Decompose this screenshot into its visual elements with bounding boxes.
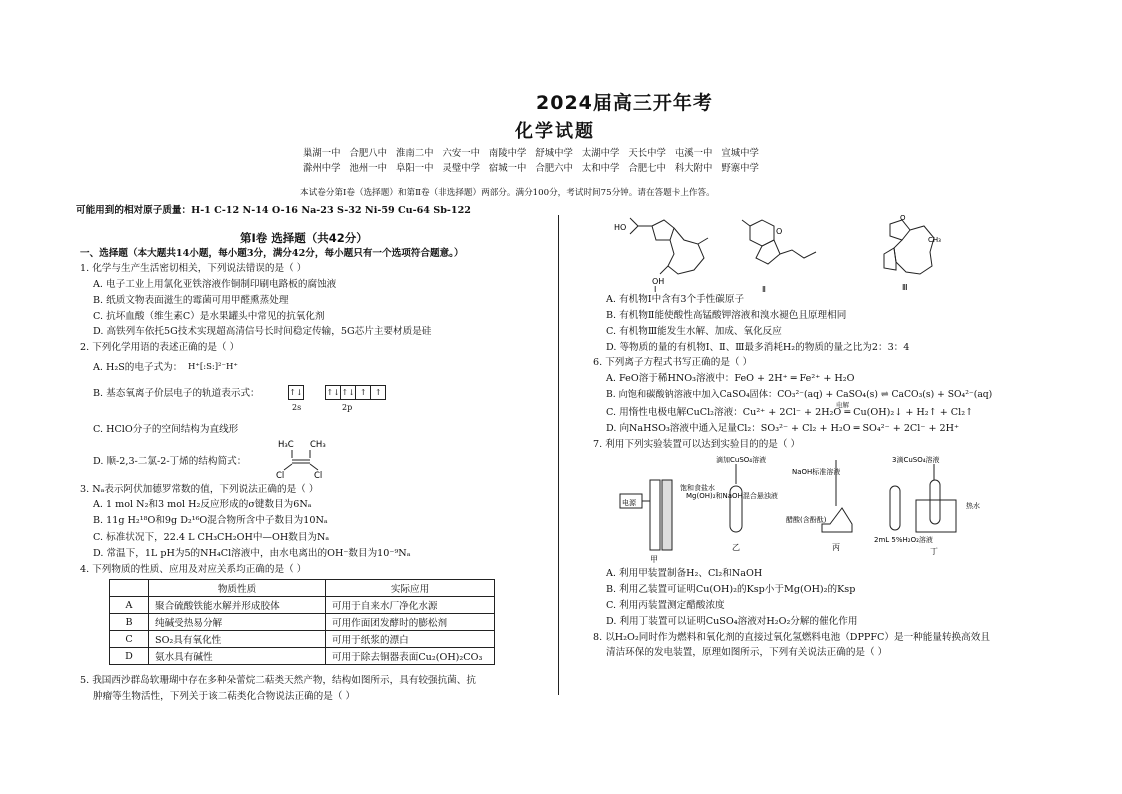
- section-title: 第Ⅰ卷 选择题（共42分）: [240, 231, 368, 245]
- exam-title: 2024届高三开年考: [536, 92, 713, 114]
- q4-table: [109, 579, 495, 665]
- q7-option-c: C. 利用丙装置测定醋酸浓度: [606, 600, 725, 611]
- compound-label-2: Ⅱ: [762, 285, 766, 292]
- q4-row-d-application: 可用于除去铜器表面Cu₂(OH)₂CO₃: [326, 648, 495, 665]
- q5-stem-2: 肿瘤等生物活性，下列关于该二萜类化合物说法正确的是（ ）: [93, 691, 356, 702]
- orbital-2s-label: 2s: [292, 403, 302, 412]
- experiment-apparatus: [612, 450, 1042, 565]
- ding-water-label: 热水: [966, 502, 980, 510]
- compound-structures-1-2: [612, 212, 822, 292]
- q4-row-c-property: SO₂具有氧化性: [149, 631, 326, 648]
- q2-option-d: D. 顺-2,3-二氯-2-丁烯的结构简式：: [93, 456, 247, 467]
- bing-reagent-label: NaOH标准溶液: [792, 468, 841, 476]
- q5-stem: 5. 我国西沙群岛软珊瑚中存在多种朵蕾烷二萜类天然产物，结构如图所示，具有较强抗菌、抗: [80, 675, 476, 686]
- q5-option-d: D. 等物质的量的有机物Ⅰ、Ⅱ、Ⅲ最多消耗H₂的物质的量之比为2：3：4: [606, 342, 910, 353]
- subject-title: 化学试题: [515, 121, 595, 142]
- h2s-electron-formula: H⁺[:S:]²⁻H⁺: [188, 362, 238, 372]
- q2-option-c: C. HClO分子的空间结构为直线形: [93, 424, 239, 435]
- bing-flask-label: 醋酸(含酚酞): [786, 516, 827, 524]
- q1-option-a: A. 电子工业上用氯化亚铁溶液作铜制印刷电路板的腐蚀液: [93, 279, 337, 290]
- q4-header-property: 物质性质: [149, 580, 326, 597]
- q8-stem: 8. 以H₂O₂同时作为燃料和氧化剂的直接过氧化氢燃料电池（DPPFC）是一种能量转换高效且: [593, 632, 990, 643]
- q2-option-b: B. 基态氧离子价层电子的轨道表示式：: [93, 388, 260, 399]
- apparatus-yi-label: 乙: [732, 543, 740, 552]
- q6-option-a: A. FeO溶于稀HNO₃溶液中：FeO + 2H⁺ ═ Fe²⁺ + H₂O: [606, 373, 855, 384]
- q2-option-a: A. H₂S的电子式为：: [93, 362, 183, 373]
- table-row: [110, 597, 495, 614]
- q4-row-b-label: B: [110, 614, 149, 631]
- compound-label-1: Ⅰ: [654, 285, 657, 292]
- q1-option-d: D. 高铁列车依托5G技术实现超高清信号长时间稳定传输，5G芯片主要材质是硅: [93, 326, 432, 337]
- q4-row-b-application: 可用作面团发酵时的膨松剂: [326, 614, 495, 631]
- q4-header-0: [110, 580, 149, 597]
- q3-option-a: A. 1 mol N₂和3 mol H₂反应形成的σ键数目为6Nₐ: [93, 499, 312, 510]
- q7-stem: 7. 利用下列实验装置可以达到实验目的的是（ ）: [593, 439, 801, 450]
- svg-text:O: O: [900, 214, 906, 222]
- compound-structure-3: [872, 212, 952, 292]
- compound-label-3: Ⅲ: [902, 283, 908, 292]
- q1-option-c: C. 抗坏血酸（维生素C）是水果罐头中常见的抗氧化剂: [93, 311, 325, 322]
- q1-option-b: B. 纸质文物表面滋生的霉菌可用甲醛熏蒸处理: [93, 295, 289, 306]
- q4-stem: 4. 下列物质的性质、应用及对应关系均正确的是（ ）: [80, 564, 307, 575]
- atomic-masses: 可能用到的相对原子质量：H-1 C-12 N-14 O-16 Na-23 S-32 Ni-59 Cu-64 Sb-122: [76, 205, 471, 216]
- q6-stem: 6. 下列离子方程式书写正确的是（ ）: [593, 357, 753, 368]
- schools-line-2: 滁州中学 池州一中 阜阳一中 灵璧中学 宿城一中 合肥六中 太和中学 合肥七中 科大附中 野寨中学: [303, 163, 759, 174]
- q1-stem: 1. 化学与生产生活密切相关，下列说法错误的是（ ）: [80, 263, 307, 274]
- q4-row-a-application: 可用于自来水厂净化水源: [326, 597, 495, 614]
- q6-option-b: B. 向饱和碳酸钠溶液中加入CaSO₄固体：CO₃²⁻(aq) + CaSO₄(s) ⇌ CaCO₃(s) + SO₄²⁻(aq): [606, 389, 993, 400]
- ding-drop-label: 3滴CuSO₄溶液: [892, 456, 940, 464]
- q2-stem: 2. 下列化学用语的表述正确的是（ ）: [80, 342, 240, 353]
- q4-row-d-property: 氨水具有碱性: [149, 648, 326, 665]
- table-row: [110, 631, 495, 648]
- left-methyl: H₃C: [278, 440, 294, 450]
- q8-stem-2: 清洁环保的发电装置，原理如图所示，下列有关说法正确的是（ ）: [606, 647, 888, 658]
- q7-option-a: A. 利用甲装置制备H₂、Cl₂和NaOH: [606, 568, 763, 579]
- svg-text:OH: OH: [652, 277, 665, 286]
- q3-option-d: D. 常温下，1L pH为5的NH₄Cl溶液中，由水电离出的OH⁻数目为10⁻⁹Nₐ: [93, 548, 411, 559]
- orbital-2p-label: 2p: [342, 403, 353, 412]
- q3-option-b: B. 11g H₂¹⁸O和9g D₂¹⁶O混合物所含中子数目为10Nₐ: [93, 515, 328, 526]
- section-instructions: 一、选择题（本大题共14小题，每小题3分，满分42分，每小题只有一个选项符合题意。）: [80, 248, 464, 259]
- apparatus-ding-label: 丁: [930, 547, 938, 556]
- q3-option-c: C. 标准状况下，22.4 L CH₃CH₂OH中—OH数目为Nₐ: [93, 532, 330, 543]
- q6-option-c: C. 用惰性电极电解CuCl₂溶液：Cu²⁺ + 2Cl⁻ + 2H₂O ═ Cu(OH)₂↓ + H₂↑ + Cl₂↑: [606, 407, 974, 418]
- q4-row-a-property: 聚合硫酸铁能水解并形成胶体: [149, 597, 326, 614]
- svg-text:CH₃: CH₃: [928, 236, 941, 244]
- yi-solution-label: Mg(OH)₂和NaOH混合悬浊液: [686, 492, 778, 500]
- q7-option-d: D. 利用丁装置可以证明CuSO₄溶液对H₂O₂分解的催化作用: [606, 616, 858, 627]
- orbital-diagram: ↑↓ ↑↓ ↑↓ ↑ ↑: [288, 382, 385, 401]
- q4-row-d-label: D: [110, 648, 149, 665]
- table-row: [110, 614, 495, 631]
- right-methyl: CH₃: [310, 440, 326, 450]
- svg-text:HO: HO: [614, 223, 627, 232]
- q5-option-b: B. 有机物Ⅱ能使酸性高锰酸钾溶液和溴水褪色且原理相同: [606, 310, 847, 321]
- apparatus-bing-label: 丙: [832, 543, 840, 552]
- q4-row-b-property: 纯碱受热易分解: [149, 614, 326, 631]
- apparatus-jia-label: 甲: [650, 555, 658, 564]
- column-divider: [558, 215, 559, 695]
- schools-line-1: 巢湖一中 合肥八中 淮南二中 六安一中 南陵中学 舒城中学 太湖中学 天长中学 屯溪一中 宣城中学: [303, 148, 759, 159]
- ding-solution-label: 2mL 5%H₂O₂溶液: [874, 536, 933, 544]
- q5-option-a: A. 有机物Ⅰ中含有3个手性碳原子: [606, 294, 745, 305]
- right-chloro: Cl: [314, 471, 323, 480]
- q6-option-d: D. 向NaHSO₃溶液中通入足量Cl₂：SO₃²⁻ + Cl₂ + H₂O ═ SO₄²⁻ + 2Cl⁻ + 2H⁺: [606, 423, 960, 434]
- exam-note: 本试卷分第Ⅰ卷（选择题）和第Ⅱ卷（非选择题）两部分。满分100分，考试时间75分钟。请在答题卡上作答。: [300, 188, 715, 198]
- power-supply-label: 电源: [622, 499, 636, 507]
- q4-row-c-label: C: [110, 631, 149, 648]
- table-row: [110, 648, 495, 665]
- yi-drop-label: 滴加CuSO₄溶液: [716, 456, 767, 464]
- q5-option-c: C. 有机物Ⅲ能发生水解、加成、氧化反应: [606, 326, 782, 337]
- dichlorobutene-structure: [262, 436, 342, 480]
- saturated-brine-label: 饱和食盐水: [680, 484, 715, 492]
- q4-header-application: 实际应用: [326, 580, 495, 597]
- q4-row-c-application: 可用于纸浆的漂白: [326, 631, 495, 648]
- left-chloro: Cl: [276, 471, 285, 480]
- q7-option-b: B. 利用乙装置可证明Cu(OH)₂的Ksp小于Mg(OH)₂的Ksp: [606, 584, 856, 595]
- svg-text:O: O: [776, 227, 783, 236]
- q6-option-c-condition: 电解: [836, 401, 849, 409]
- q4-row-a-label: A: [110, 597, 149, 614]
- q3-stem: 3. Nₐ表示阿伏加德罗常数的值，下列说法正确的是（ ）: [80, 484, 319, 495]
